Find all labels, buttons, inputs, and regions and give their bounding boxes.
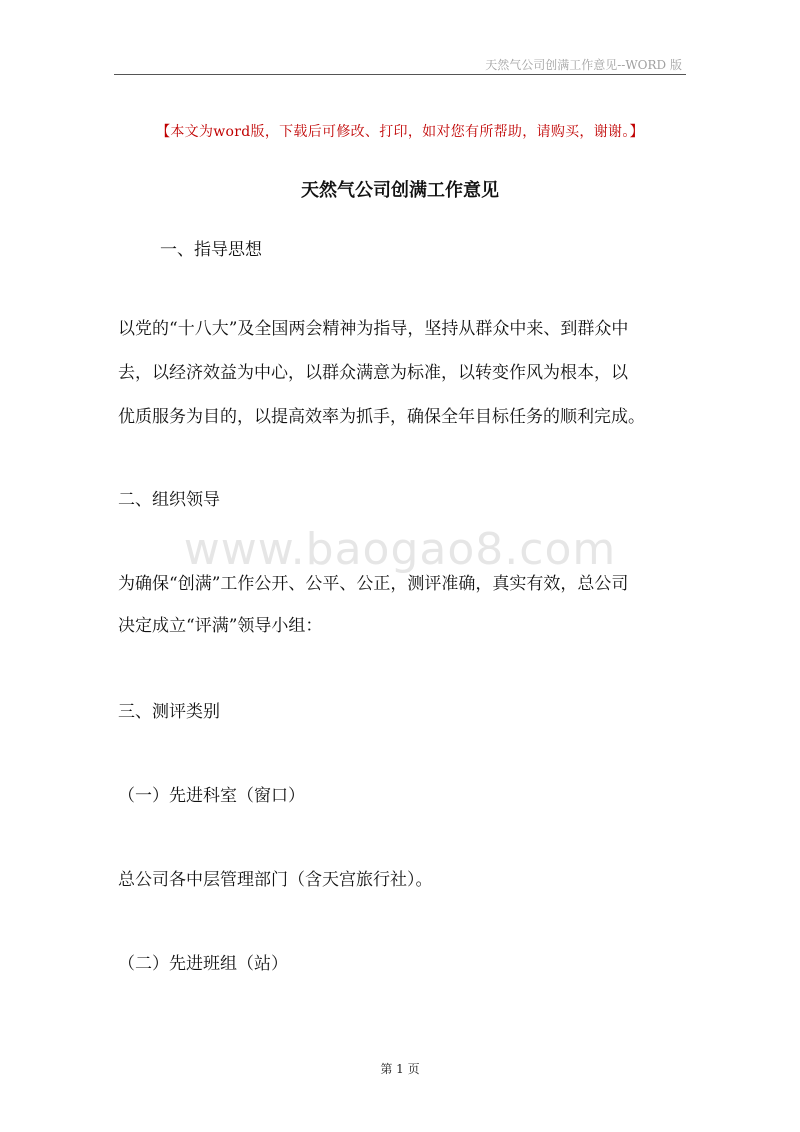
section-heading-organization: 二、组织领导 xyxy=(118,490,220,510)
subsection-heading-advanced-office: （一）先进科室（窗口） xyxy=(118,786,305,806)
paragraph-line: 决定成立“评满”领导小组： xyxy=(118,616,323,636)
watermark-text: www.baogao8.com xyxy=(183,524,617,575)
subsection-heading-advanced-team: （二）先进班组（站） xyxy=(118,954,288,974)
paragraph-line: 为确保“创满”工作公开、公平、公正，测评准确，真实有效，总公司 xyxy=(118,574,629,594)
purchase-notice: 【本文为word版，下载后可修改、打印，如对您有所帮助，请购买，谢谢。】 xyxy=(156,124,644,140)
header-divider xyxy=(114,74,686,75)
page-number: 第 1 页 xyxy=(380,1062,420,1076)
paragraph-line: 去，以经济效益为中心，以群众满意为标准，以转变作风为根本，以 xyxy=(118,363,628,383)
section-heading-evaluation-categories: 三、测评类别 xyxy=(118,702,220,722)
section-heading-guiding-ideology: 一、指导思想 xyxy=(160,240,262,260)
paragraph-line: 以党的“十八大”及全国两会精神为指导，坚持从群众中来、到群众中 xyxy=(118,319,629,339)
document-title: 天然气公司创满工作意见 xyxy=(301,180,499,201)
paragraph-line: 优质服务为目的，以提高效率为抓手，确保全年目标任务的顺利完成。 xyxy=(118,407,645,427)
running-header: 天然气公司创满工作意见--WORD 版 xyxy=(485,58,682,72)
paragraph-line: 总公司各中层管理部门（含天宫旅行社）。 xyxy=(118,870,433,890)
